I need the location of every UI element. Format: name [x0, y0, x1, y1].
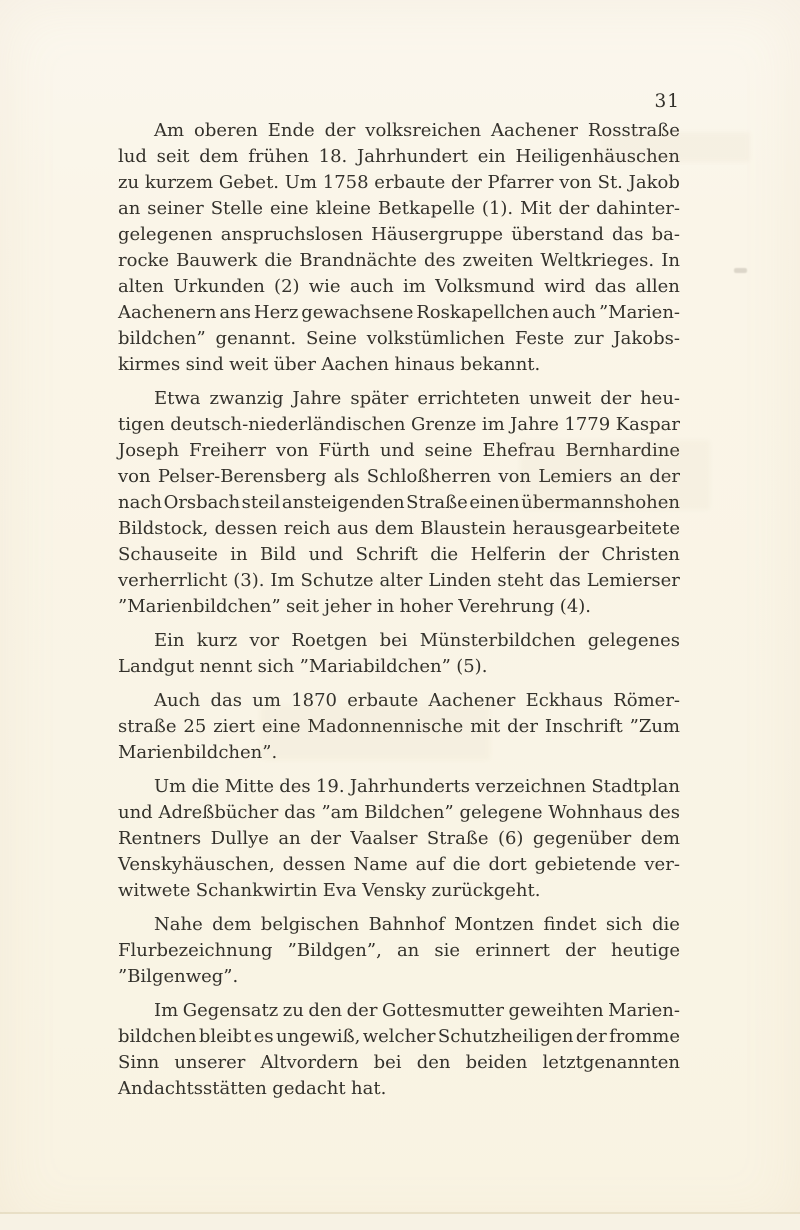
- text-line: an seiner Stelle eine kleine Betkapelle (1). Mit der dahinter-: [118, 198, 680, 219]
- text-line: Schauseite in Bild und Schrift die Helferin der Christen: [118, 544, 680, 565]
- text-line: von Pelser-Berensberg als Schloßherren von Lemiers an der: [118, 466, 680, 487]
- text-line: Flurbezeichnung ”Bildgen”, an sie erinnert der heutige: [118, 940, 680, 961]
- text-line: Venskyhäuschen, dessen Name auf die dort gebietende ver-: [118, 854, 680, 875]
- paragraph: [118, 688, 680, 766]
- text-line: ”Bilgenweg”.: [118, 966, 239, 987]
- text-line: Joseph Freiherr von Fürth und seine Ehefrau Bernhardine: [118, 440, 680, 461]
- text-line: Am oberen Ende der volksreichen Aachener Rosstraße: [154, 120, 680, 141]
- text-line: und Adreßbücher das ”am Bildchen” gelegene Wohnhaus des: [118, 802, 680, 823]
- text-line: bildchen bleibt es ungewiß, welcher Schutzheiligen der fromme: [118, 1026, 680, 1047]
- scan-mark-artifact: [734, 268, 747, 273]
- paragraph: [118, 912, 680, 990]
- text-line: Aachenern ans Herz gewachsene Roskapellchen auch ”Marien-: [118, 302, 680, 323]
- paragraph: [118, 998, 680, 1102]
- text-line: lud seit dem frühen 18. Jahrhundert ein Heiligenhäuschen: [118, 146, 680, 167]
- scan-edge-strip: [0, 1214, 800, 1230]
- paragraph: [118, 628, 680, 680]
- text-line: Ein kurz vor Roetgen bei Münsterbildchen gelegenes: [154, 630, 680, 651]
- text-line: alten Urkunden (2) wie auch im Volksmund wird das allen: [118, 276, 680, 297]
- text-line: Rentners Dullye an der Vaalser Straße (6) gegenüber dem: [118, 828, 680, 849]
- text-line: straße 25 ziert eine Madonnennische mit der Inschrift ”Zum: [118, 716, 680, 737]
- text-line: Nahe dem belgischen Bahnhof Montzen findet sich die: [154, 914, 680, 935]
- text-line: Landgut nennt sich ”Mariabildchen” (5).: [118, 656, 488, 677]
- text-line: Marienbildchen”.: [118, 742, 278, 763]
- text-line: kirmes sind weit über Aachen hinaus bekannt.: [118, 354, 541, 375]
- text-line: ”Marienbildchen” seit jeher in hoher Verehrung (4).: [118, 596, 592, 617]
- text-line: nach Orsbach steil ansteigenden Straße einen übermannshohen: [118, 492, 680, 513]
- text-line: rocke Bauwerk die Brandnächte des zweiten Weltkrieges. In: [118, 250, 680, 271]
- text-line: gelegenen anspruchslosen Häusergruppe überstand das ba-: [118, 224, 680, 245]
- text-line: bildchen” genannt. Seine volkstümlichen Feste zur Jakobs-: [118, 328, 680, 349]
- text-line: Bildstock, dessen reich aus dem Blaustein herausgearbeitete: [118, 518, 680, 539]
- text-line: Auch das um 1870 erbaute Aachener Eckhaus Römer-: [154, 690, 680, 711]
- text-line: Etwa zwanzig Jahre später errichteten unweit der heu-: [154, 388, 680, 409]
- page-number: 31: [654, 91, 680, 112]
- paragraph: [118, 118, 680, 378]
- paragraph: [118, 774, 680, 904]
- text-line: Im Gegensatz zu den der Gottesmutter geweihten Marien-: [154, 1000, 680, 1021]
- paragraph: [118, 386, 680, 620]
- text-line: zu kurzem Gebet. Um 1758 erbaute der Pfarrer von St. Jakob: [118, 172, 680, 193]
- text-line: verherrlicht (3). Im Schutze alter Linden steht das Lemierser: [118, 570, 680, 591]
- text-line: Andachtsstätten gedacht hat.: [118, 1078, 387, 1099]
- page-body: [118, 118, 680, 1110]
- text-line: witwete Schankwirtin Eva Vensky zurückgeht.: [118, 880, 541, 901]
- text-line: Um die Mitte des 19. Jahrhunderts verzeichnen Stadtplan: [154, 776, 680, 797]
- text-line: Sinn unserer Altvordern bei den beiden letztgenannten: [118, 1052, 680, 1073]
- text-line: tigen deutsch-niederländischen Grenze im Jahre 1779 Kaspar: [118, 414, 680, 435]
